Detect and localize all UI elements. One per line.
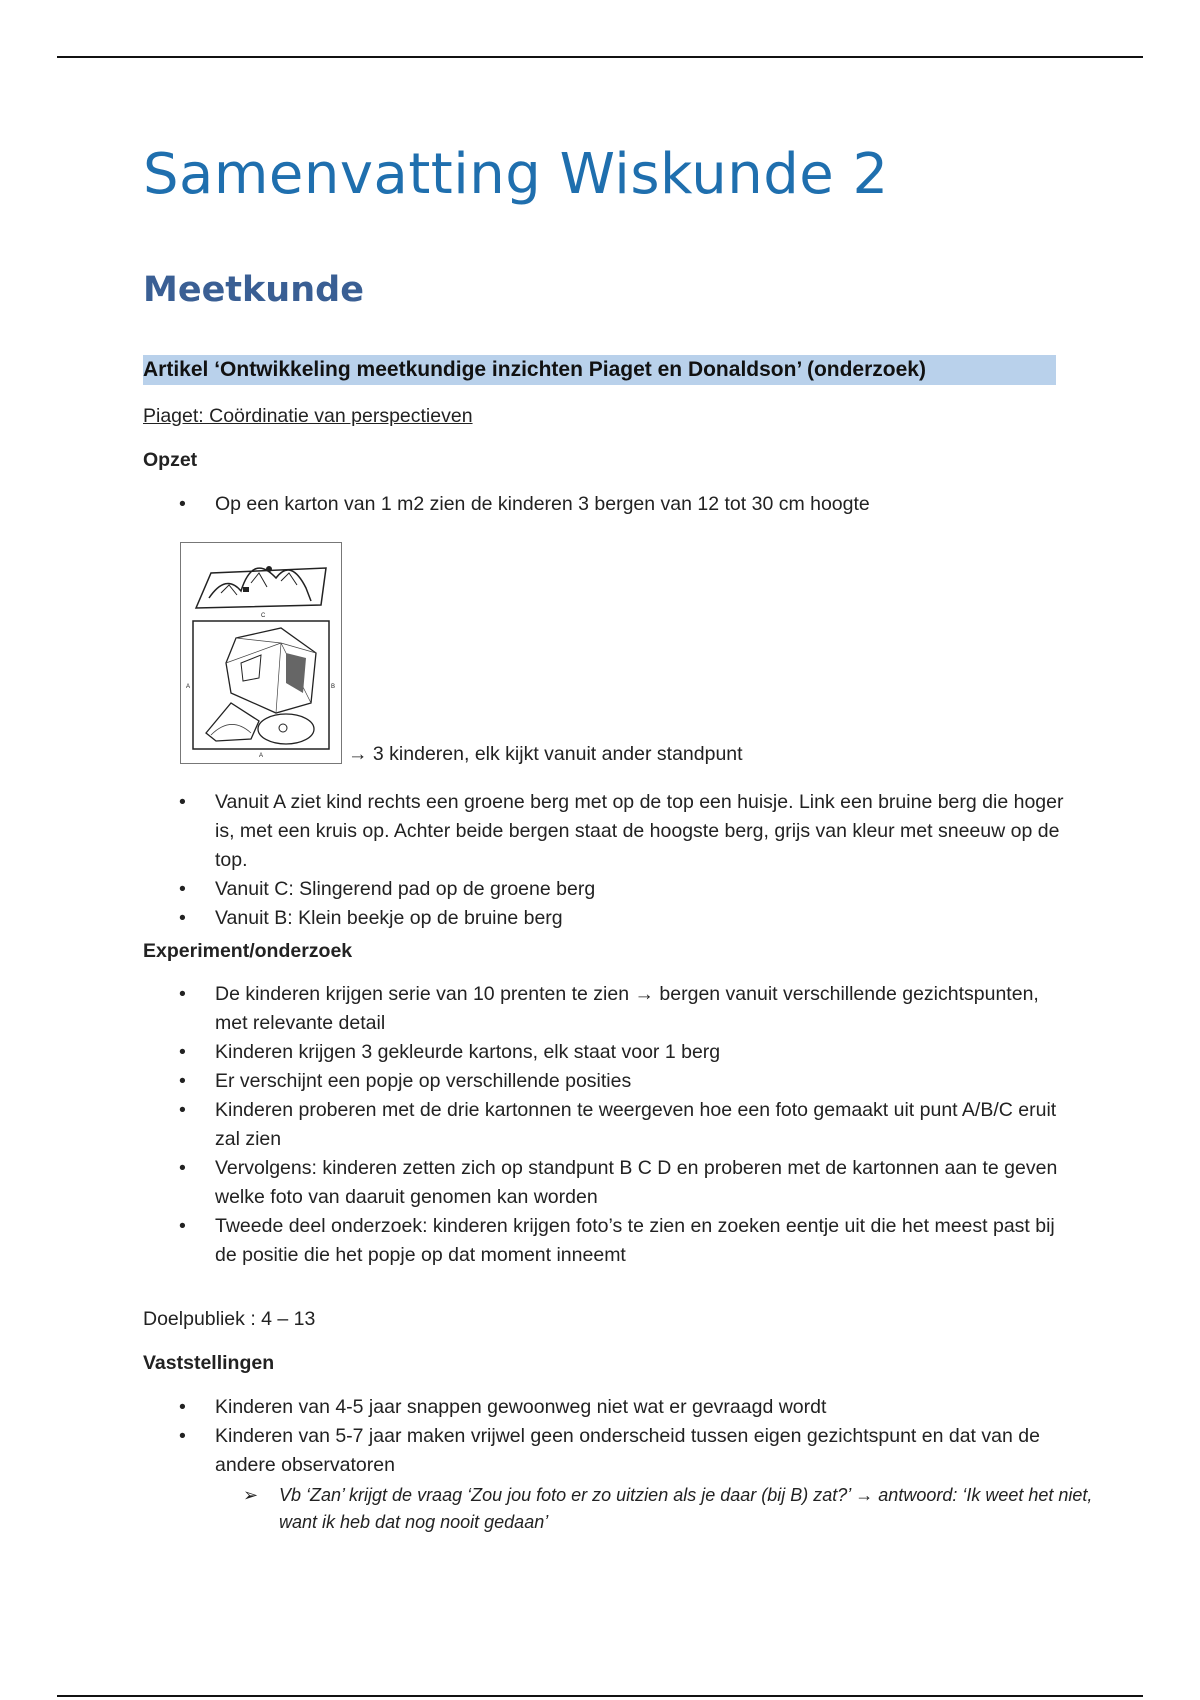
document-title: Samenvatting Wiskunde 2 (143, 142, 889, 207)
list-item: • Kinderen proberen met de drie kartonnen te weergeven hoe een foto gemaakt uit punt A/B/C eruit zal zien (143, 1096, 1073, 1154)
bullet-icon: • (179, 1070, 186, 1092)
vaststellingen-heading: Vaststellingen (143, 1352, 275, 1374)
list-item: • Vanuit B: Klein beekje op de bruine berg (143, 904, 1073, 933)
page-top-rule (57, 56, 1143, 58)
list-item: • Er verschijnt een popje op verschillende posities (143, 1067, 1073, 1096)
figure-caption: → 3 kinderen, elk kijkt vanuit ander standpunt (348, 743, 743, 765)
list-item: • Kinderen van 4-5 jaar snappen gewoonweg niet wat er gevraagd wordt (143, 1393, 1073, 1422)
list-item: • Kinderen krijgen 3 gekleurde kartons, elk staat voor 1 berg (143, 1038, 1073, 1067)
opzet-list (143, 490, 1073, 519)
bullet-icon: • (179, 1215, 186, 1237)
subheading: Piaget: Coördinatie van perspectieven (143, 405, 473, 427)
figure-label-a: A (186, 684, 191, 690)
list-item: • Vanuit A ziet kind rechts een groene berg met op de top een huisje. Link een bruine berg die hoger is, met een kruis op. Achter beide bergen staat de hoogste berg, grijs van kleur met sneeuw op de top. (143, 788, 1073, 875)
bullet-icon: • (179, 983, 186, 1005)
article-heading: Artikel ‘Ontwikkeling meetkundige inzichten Piaget en Donaldson’ (onderzoek) (143, 355, 1056, 385)
experiment-heading: Experiment/onderzoek (143, 940, 353, 962)
bullet-icon: • (179, 1157, 186, 1179)
three-mountains-illustration (181, 543, 341, 763)
list-item: • Vervolgens: kinderen zetten zich op standpunt B C D en proberen met de kartonnen aan te geven welke foto van daaruit genomen kan worden (143, 1154, 1073, 1212)
bullet-icon: • (179, 493, 186, 515)
section-title: Meetkunde (143, 270, 364, 310)
doelpubliek: Doelpubliek : 4 – 13 (143, 1308, 316, 1330)
figure-label-a-bottom: A (259, 753, 264, 759)
list-item: • Vanuit C: Slingerend pad op de groene berg (143, 875, 1073, 904)
vaststellingen-list (143, 1393, 1073, 1480)
bullet-icon: • (179, 1099, 186, 1121)
arrow-bullet-icon: ➢ (243, 1485, 259, 1505)
bullet-icon: • (179, 1425, 186, 1447)
sub-list-item: ➢ Vb ‘Zan’ krijgt de vraag ‘Zou jou foto er zo uitzien als je daar (bij B) zat?’ → antwoord: ‘Ik weet het niet, want ik heb dat nog nooit gedaan’ (243, 1482, 1119, 1536)
figure-label-c: C (261, 613, 266, 619)
bullet-icon: • (179, 791, 186, 813)
bullet-icon: • (179, 1041, 186, 1063)
mountains-figure (180, 542, 342, 764)
list-item: • De kinderen krijgen serie van 10 prenten te zien → bergen vanuit verschillende gezichtspunten, met relevante detail (143, 980, 1073, 1038)
opzet-list-2 (143, 788, 1073, 933)
list-item: • Tweede deel onderzoek: kinderen krijgen foto’s te zien en zoeken eentje uit die het meest past bij de positie die het popje op dat moment inneemt (143, 1212, 1073, 1270)
bullet-icon: • (179, 907, 186, 929)
figure-label-b: B (331, 684, 336, 690)
opzet-heading: Opzet (143, 449, 198, 471)
list-item: • Op een karton van 1 m2 zien de kinderen 3 bergen van 12 tot 30 cm hoogte (143, 490, 1073, 519)
experiment-list (143, 980, 1073, 1270)
bullet-icon: • (179, 1396, 186, 1418)
bullet-icon: • (179, 878, 186, 900)
list-item: • Kinderen van 5-7 jaar maken vrijwel geen onderscheid tussen eigen gezichtspunt en dat van de andere observatoren (143, 1422, 1073, 1480)
document-body (143, 140, 1093, 1532)
page-bottom-rule (57, 1695, 1143, 1697)
